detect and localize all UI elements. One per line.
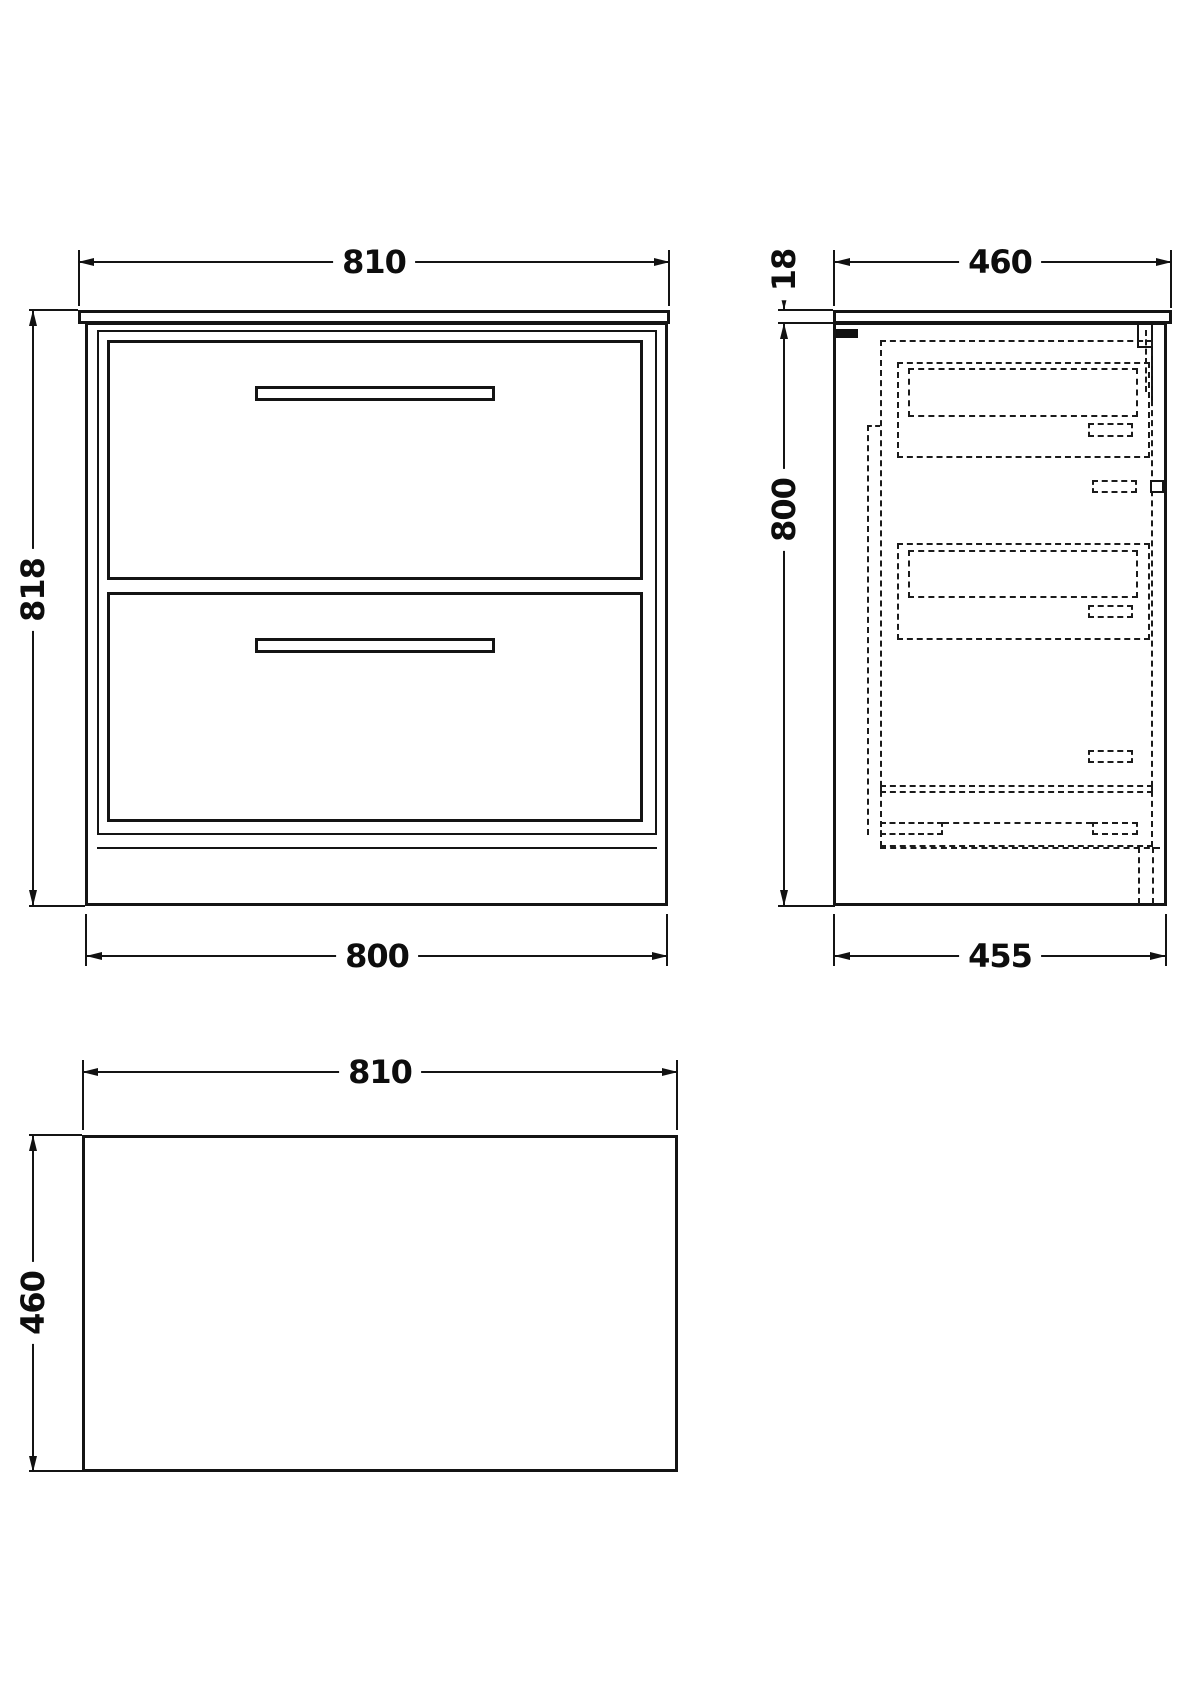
dim-arrow [662,1068,678,1076]
dim-label-front-height: 818 [17,549,49,631]
dim-arrow [29,1135,37,1151]
dim-label-front-width-bottom: 800 [336,940,418,972]
dim-label-side-height: 800 [768,469,800,551]
dim-label-plan-depth: 460 [17,1262,49,1344]
dim-arrow [82,1068,98,1076]
dim-label-front-width-top: 810 [333,246,415,278]
dim-label-side-depth-bottom: 455 [959,940,1041,972]
dim-label-plan-width: 810 [339,1056,421,1088]
dim-arrow [29,1456,37,1472]
plan-countertop-outline [82,1135,678,1472]
dim-label-side-depth-top: 460 [959,246,1041,278]
dim-label-side-thickness: 18 [768,240,800,301]
